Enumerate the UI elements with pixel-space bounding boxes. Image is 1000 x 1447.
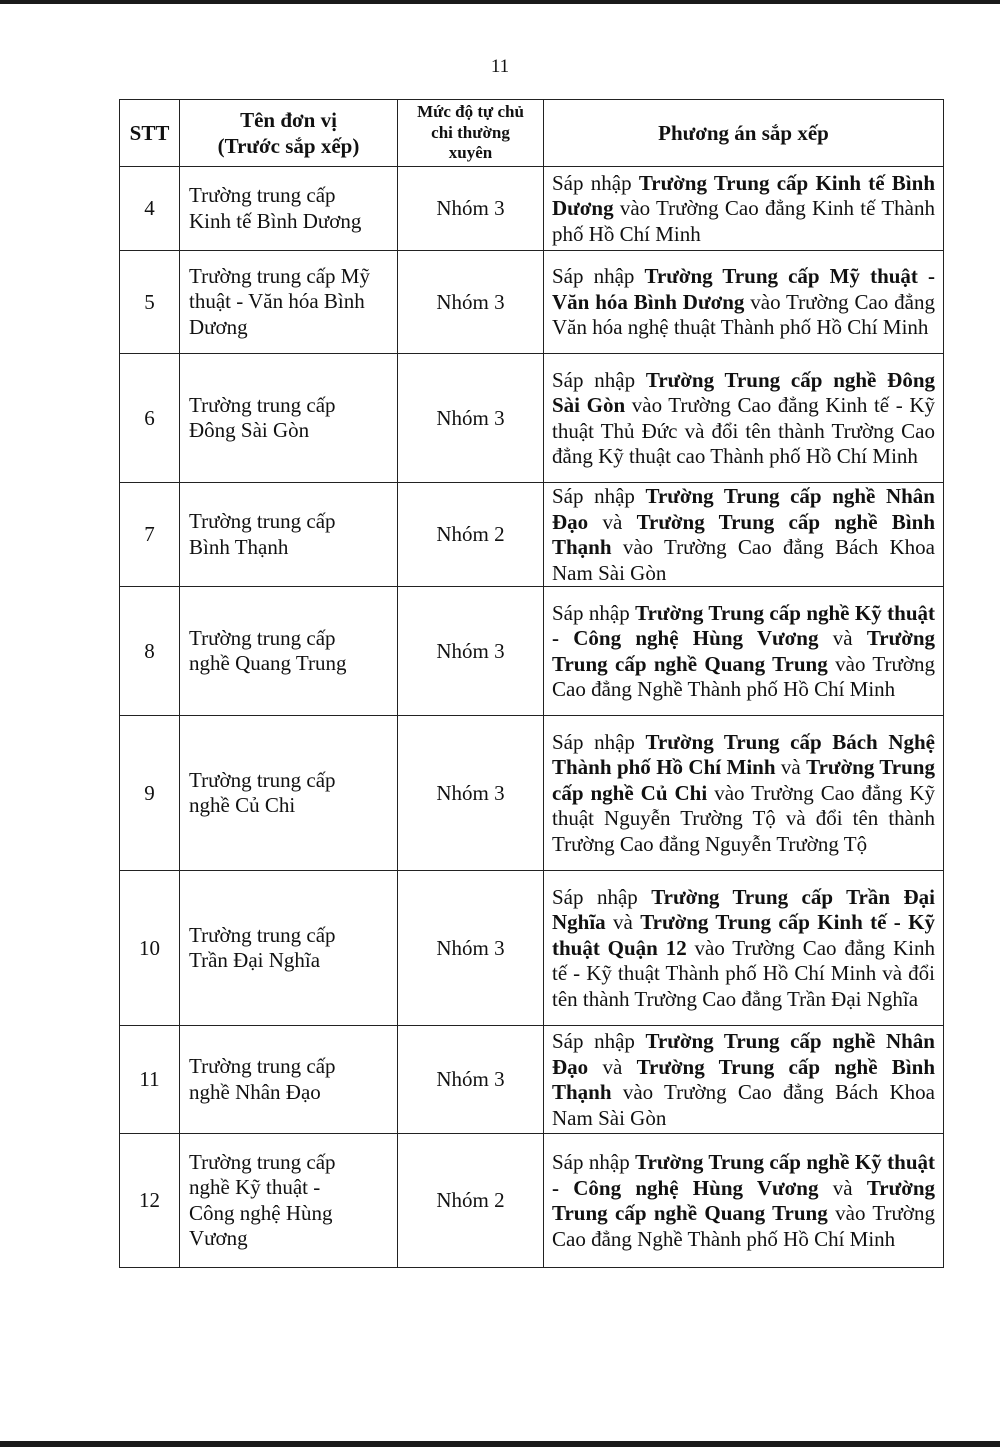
header-stt: STT [120, 100, 180, 167]
row-unit-name [180, 587, 398, 716]
row-arrangement-plan [544, 483, 944, 587]
plan-text: và [605, 910, 641, 935]
header-unit-name-line2: (Trước sắp xếp) [217, 134, 360, 158]
row-stt: 11 [120, 1026, 180, 1134]
row-unit-name [180, 1134, 398, 1268]
top-border-bar [0, 0, 1000, 4]
header-arrangement-plan: Phương án sắp xếp [544, 100, 944, 167]
plan-text: vào Trường Cao đẳng Kinh tế Thành phố Hồ Chí Minh [552, 196, 935, 246]
row-arrangement-plan [544, 871, 944, 1026]
row-unit-name [180, 354, 398, 483]
row-unit-name [180, 167, 398, 251]
plan-text: Sáp nhập [552, 1029, 646, 1053]
unit-name-line: Trường trung cấp [189, 1149, 336, 1174]
row-unit-name [180, 251, 398, 354]
unit-name-line: Trường trung cấp [189, 509, 336, 533]
row-arrangement-plan [544, 251, 944, 354]
plan-text: và [775, 755, 807, 780]
plan-text: Sáp nhập [552, 264, 645, 289]
row-autonomy-group: Nhóm 3 [398, 871, 544, 1026]
table-row [120, 1134, 944, 1268]
unit-name-line: Trường trung cấp [189, 392, 336, 417]
row-autonomy-group: Nhóm 3 [398, 354, 544, 483]
table-row [120, 587, 944, 716]
unit-name-line: Trần Đại Nghĩa [189, 948, 321, 972]
table-header-row [120, 100, 944, 167]
header-autonomy-line1: Mức độ tự chủ [417, 102, 524, 122]
row-arrangement-plan [544, 1134, 944, 1268]
arrangement-table [119, 99, 944, 1268]
unit-name-line: nghề Kỹ thuật - [189, 1175, 321, 1199]
plan-school-name: Trường Trung cấp Mỹ thuật - Văn hóa Bình Dương [552, 264, 935, 314]
header-autonomy-level [398, 100, 544, 167]
plan-school-name: Trường Trung cấp Trần Đại Nghĩa [552, 884, 935, 935]
row-stt: 12 [120, 1134, 180, 1268]
plan-text: Sáp nhập [552, 1150, 636, 1174]
unit-name-line: Dương [189, 314, 248, 339]
unit-name-line: Vương [189, 1226, 248, 1250]
plan-text: Sáp nhập [552, 170, 639, 195]
row-arrangement-plan [544, 587, 944, 716]
table-row [120, 716, 944, 871]
table-row [120, 251, 944, 354]
row-arrangement-plan [544, 167, 944, 251]
row-stt: 5 [120, 251, 180, 354]
plan-text: Sáp nhập [552, 367, 646, 392]
plan-school-name: Trường Trung cấp nghề Bình Thạnh [552, 1054, 935, 1104]
plan-text: vào Trường Cao đẳng Bách Khoa Nam Sài Gòn [552, 1080, 935, 1130]
table-row [120, 871, 944, 1026]
row-unit-name [180, 483, 398, 587]
row-stt: 10 [120, 871, 180, 1026]
unit-name-line: nghề Nhân Đạo [189, 1079, 321, 1104]
table-row [120, 167, 944, 251]
plan-text: Sáp nhập [552, 484, 646, 508]
unit-name-line: Công nghệ Hùng [189, 1200, 333, 1225]
page-number: 11 [490, 56, 510, 77]
row-stt: 4 [120, 167, 180, 251]
plan-text: vào Trường Cao đẳng Kinh tế - Kỹ thuật Thủ Đức và đổi tên thành Trường Cao đẳng Kỹ thuật cao Thành phố Hồ Chí Minh [552, 393, 935, 468]
row-arrangement-plan [544, 354, 944, 483]
unit-name-line: Trường trung cấp [189, 183, 336, 207]
plan-school-name: Trường Trung cấp Kinh tế - Kỹ thuật Quận 12 [552, 910, 935, 960]
plan-text: vào Trường Cao đẳng Nghề Thành phố Hồ Chí Minh [552, 651, 936, 701]
unit-name-line: Trường trung cấp [189, 1054, 336, 1078]
plan-text: Sáp nhập [552, 729, 646, 754]
row-autonomy-group: Nhóm 2 [398, 483, 544, 587]
table-row [120, 483, 944, 587]
unit-name-line: thuật - Văn hóa Bình [189, 289, 365, 314]
unit-name-line: Trường trung cấp [189, 767, 336, 792]
unit-name-line: nghề Củ Chi [189, 793, 296, 817]
plan-text: vào Trường Cao đẳng Kỹ thuật Nguyễn Trường Tộ và đổi tên thành Trường Cao đẳng Nguyễn Trường Tộ [552, 780, 936, 856]
plan-text: và [818, 1175, 867, 1200]
row-stt: 7 [120, 483, 180, 587]
row-autonomy-group: Nhóm 3 [398, 251, 544, 354]
unit-name-line: Trường trung cấp [189, 625, 336, 650]
plan-school-name: Trường Trung cấp nghề Quang Trung [552, 1175, 936, 1225]
row-unit-name [180, 871, 398, 1026]
header-autonomy-line3: xuyên [448, 143, 493, 163]
row-autonomy-group: Nhóm 3 [398, 587, 544, 716]
row-arrangement-plan [544, 716, 944, 871]
plan-school-name: Trường Trung cấp nghề Bình Thạnh [552, 509, 935, 559]
plan-school-name: Trường Trung cấp Bách Nghệ Thành phố Hồ Chí Minh [552, 729, 935, 780]
plan-school-name: Trường Trung cấp nghề Đông Sài Gòn [552, 367, 936, 417]
bottom-border-bar [0, 1441, 1000, 1447]
plan-text: và [588, 1054, 637, 1079]
unit-name-line: Bình Thạnh [189, 534, 289, 559]
plan-text: vào Trường Cao đẳng Bách Khoa Nam Sài Gòn [552, 535, 935, 585]
plan-school-name: Trường Trung cấp Kinh tế Bình Dương [552, 170, 935, 221]
row-stt: 9 [120, 716, 180, 871]
plan-text: vào Trường Cao đẳng Nghề Thành phố Hồ Chí Minh [552, 1201, 936, 1251]
plan-school-name: Trường Trung cấp nghề Kỹ thuật - Công nghệ Hùng Vương [552, 600, 935, 650]
row-unit-name [180, 716, 398, 871]
table-row [120, 354, 944, 483]
unit-name-line: nghề Quang Trung [189, 651, 347, 675]
plan-school-name: Trường Trung cấp nghề Nhân Đạo [552, 1029, 935, 1079]
row-autonomy-group: Nhóm 3 [398, 167, 544, 251]
plan-school-name: Trường Trung cấp nghề Củ Chi [552, 755, 935, 805]
unit-name-line: Kinh tế Bình Dương [189, 208, 362, 233]
plan-text: vào Trường Cao đẳng Văn hóa nghệ thuật Thành phố Hồ Chí Minh [552, 289, 935, 340]
header-autonomy-line2: chi thường [431, 122, 510, 142]
row-autonomy-group: Nhóm 3 [398, 716, 544, 871]
plan-text: Sáp nhập [552, 884, 652, 909]
header-unit-name-line1: Tên đơn vị [240, 107, 337, 132]
unit-name-line: Trường trung cấp Mỹ [189, 263, 370, 288]
plan-school-name: Trường Trung cấp nghề Nhân Đạo [552, 484, 935, 534]
row-unit-name [180, 1026, 398, 1134]
plan-text: vào Trường Cao đẳng Kinh tế - Kỹ thuật Thành phố Hồ Chí Minh và đổi tên thành Trường Cao đẳng Trần Đại Nghĩa [552, 935, 935, 1011]
row-stt: 8 [120, 587, 180, 716]
row-arrangement-plan [544, 1026, 944, 1134]
plan-text: Sáp nhập [552, 600, 636, 625]
row-autonomy-group: Nhóm 3 [398, 1026, 544, 1134]
plan-text: và [818, 626, 867, 650]
plan-text: và [588, 509, 637, 534]
plan-school-name: Trường Trung cấp nghề Quang Trung [552, 626, 936, 676]
row-stt: 6 [120, 354, 180, 483]
plan-school-name: Trường Trung cấp nghề Kỹ thuật - Công nghệ Hùng Vương [552, 1150, 935, 1200]
unit-name-line: Trường trung cấp [189, 922, 336, 947]
table-row [120, 1026, 944, 1134]
row-autonomy-group: Nhóm 2 [398, 1134, 544, 1268]
header-unit-name [180, 100, 398, 167]
unit-name-line: Đông Sài Gòn [189, 418, 310, 442]
